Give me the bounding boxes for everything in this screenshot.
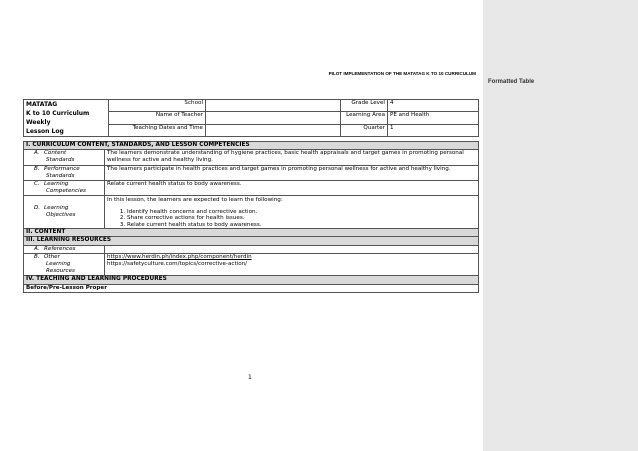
page-number: 1 <box>248 374 252 381</box>
objectives-list <box>107 209 476 229</box>
quarter-value[interactable]: 1 <box>388 124 479 136</box>
procedures-section-title: IV. TEACHING AND LEARNING PROCEDURES <box>24 276 479 284</box>
school-label: School <box>109 100 206 112</box>
learning-competencies-label: C. Learning Competencies <box>24 181 105 196</box>
learning-competencies-text[interactable]: Relate current health status to body awareness. <box>105 181 479 196</box>
dates-value[interactable] <box>206 124 341 136</box>
curriculum-section-title: I. CURRICULUM CONTENT, STANDARDS, AND LESSON COMPETENCIES <box>24 142 479 150</box>
lesson-content-table <box>23 141 479 293</box>
objectives-intro: In this lesson, the learners are expected to learn the following: <box>107 197 283 204</box>
references-value[interactable] <box>105 245 479 253</box>
quarter-label: Quarter <box>341 124 388 136</box>
lesson-log-title: MATATAG K to 10 Curriculum Weekly Lesson Log <box>24 100 109 137</box>
teacher-value[interactable] <box>206 112 341 124</box>
performance-standards-text[interactable]: The learners participate in health practices and target games in promoting personal wellness for active and healthy living. <box>105 165 479 180</box>
learning-area-label: Learning Area <box>341 112 388 124</box>
objective-item: 1. Identify health concerns and corrective action. <box>127 209 476 216</box>
objective-item: 2. Share corrective actions for health issues. <box>127 215 476 222</box>
comment-side-panel <box>483 0 638 451</box>
safetyculture-link[interactable]: https://safetyculture.com/topics/corrective-action/ <box>107 260 248 267</box>
before-lesson-title: Before/Pre-Lesson Proper <box>24 284 479 292</box>
grade-level-value[interactable]: 4 <box>388 100 479 112</box>
resources-section-title: III. LEARNING RESOURCES <box>24 237 479 245</box>
school-value[interactable] <box>206 100 341 112</box>
formatting-comment[interactable]: Formatted Table <box>488 79 535 85</box>
page-header: PILOT IMPLEMENTATION OF THE MATATAG K TO 10 CURRICULUM <box>328 71 476 76</box>
content-standards-text[interactable]: The learners demonstrate understanding of hygiene practices, basic health appraisals and target games in promoting personal wellness for active and healthy living. <box>105 150 479 165</box>
learning-objectives-label: D. Learning Objectives <box>24 196 105 229</box>
grade-level-label: Grade Level <box>341 100 388 112</box>
references-label: A. References <box>24 245 105 253</box>
performance-standards-label: B. Performance Standards <box>24 165 105 180</box>
lesson-info-table <box>23 99 479 137</box>
other-resources-links <box>105 253 479 276</box>
content-section-title: II. CONTENT <box>24 229 479 237</box>
herdin-link[interactable]: https://www.herdin.ph/index.php/component/herdin <box>107 253 252 260</box>
learning-area-value[interactable]: PE and Health <box>388 112 479 124</box>
teacher-label: Name of Teacher <box>109 112 206 124</box>
dates-label: Teaching Dates and Time <box>109 124 206 136</box>
other-resources-label: B. Other Learning Resources <box>24 253 105 276</box>
content-standards-label: A. Content Standards <box>24 150 105 165</box>
learning-objectives-cell[interactable] <box>105 196 479 229</box>
objective-item: 3. Relate current health status to body awareness. <box>127 222 476 229</box>
